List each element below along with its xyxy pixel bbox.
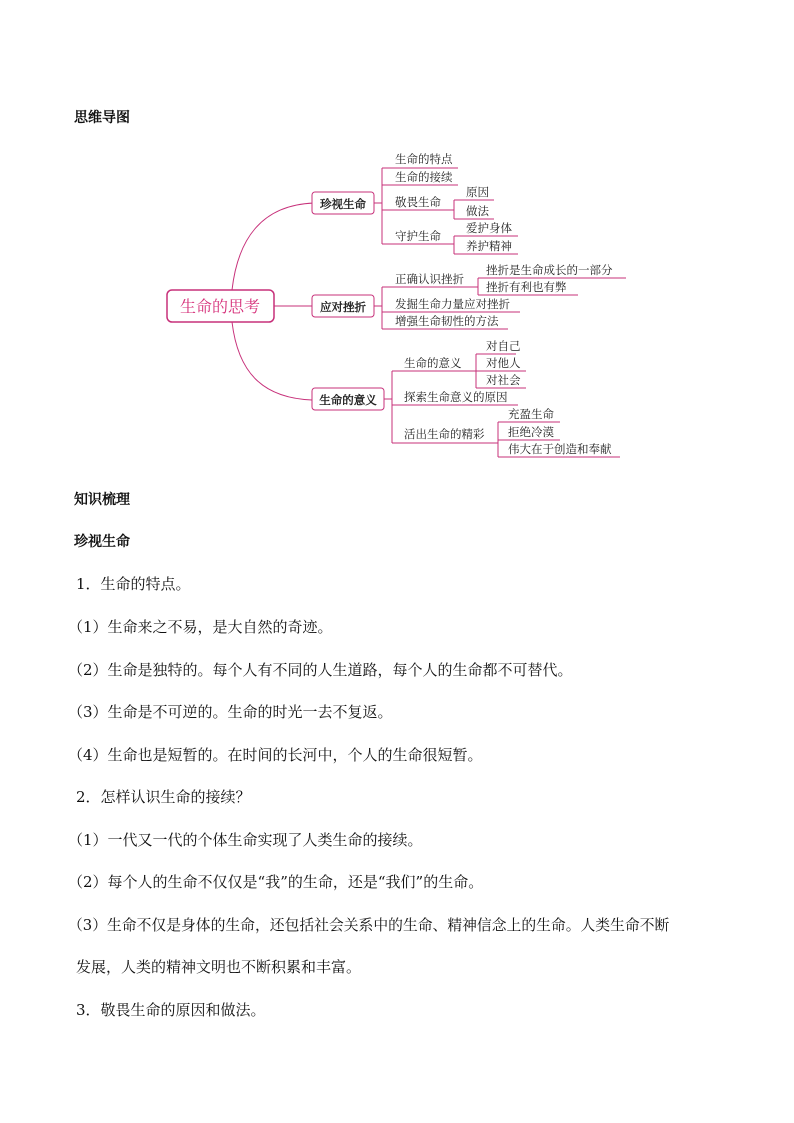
paragraph: （1）生命来之不易，是大自然的奇迹。	[68, 618, 333, 636]
section-title-knowledge: 知识梳理	[74, 492, 130, 508]
connector-line	[374, 168, 382, 244]
paragraph: （3）生命不仅是身体的生命，还包括社会关系中的生命、精神信念上的生命。人类生命不断	[68, 917, 670, 934]
mindmap-node: 正确认识挫折	[395, 272, 464, 286]
mindmap-branch-3: 生命的意义	[319, 393, 377, 407]
question-1: 1．生命的特点。	[76, 575, 191, 593]
mindmap-node: 养护精神	[466, 239, 512, 253]
mindmap-node: 生命的意义	[404, 356, 462, 370]
mindmap-node: 守护生命	[395, 229, 441, 243]
question-3: 3．敬畏生命的原因和做法。	[76, 1001, 266, 1019]
mindmap-node: 活出生命的精彩	[404, 427, 485, 441]
paragraph: （4）生命也是短暂的。在时间的长河中，个人的生命很短暂。	[68, 746, 483, 764]
mindmap-node: 爱护身体	[466, 221, 512, 235]
mindmap-node: 对自己	[486, 339, 521, 353]
mindmap-node: 生命的接续	[395, 170, 453, 184]
mindmap-node: 敬畏生命	[395, 195, 441, 209]
connector-line	[232, 322, 312, 400]
mindmap-root: 生命的思考	[179, 297, 261, 316]
paragraph: （3）生命是不可逆的。生命的时光一去不复返。	[68, 703, 393, 721]
mindmap-node: 对社会	[486, 373, 521, 387]
mindmap-node: 伟大在于创造和奉献	[508, 442, 612, 456]
mindmap-node: 对他人	[486, 356, 521, 370]
mindmap-node: 增强生命韧性的方法	[395, 314, 499, 328]
paragraph: （2）每个人的生命不仅仅是“我”的生命，还是“我们”的生命。	[68, 873, 484, 891]
connector-line	[374, 287, 382, 329]
mindmap-branch-1: 珍视生命	[320, 197, 366, 211]
mindmap-node: 生命的特点	[395, 152, 453, 166]
connector-line	[384, 371, 392, 443]
mindmap-node: 挫折有利也有弊	[486, 280, 567, 294]
paragraph: （1）一代又一代的个体生命实现了人类生命的接续。	[68, 831, 423, 849]
paragraph: （2）生命是独特的。每个人有不同的人生道路，每个人的生命都不可替代。	[68, 661, 573, 679]
mindmap-node: 探索生命意义的原因	[404, 390, 508, 404]
mind-map	[0, 140, 794, 470]
mindmap-node: 拒绝冷漠	[508, 425, 554, 439]
paragraph-continuation: 发展，人类的精神文明也不断积累和丰富。	[76, 958, 362, 976]
mindmap-node: 做法	[466, 204, 489, 218]
sub-section-title: 珍视生命	[74, 534, 130, 550]
mindmap-branch-2: 应对挫折	[320, 300, 366, 314]
question-2: 2．怎样认识生命的接续？	[76, 788, 251, 806]
mindmap-node: 发掘生命力量应对挫折	[395, 297, 510, 311]
mindmap-node: 原因	[466, 185, 489, 199]
mindmap-node: 挫折是生命成长的一部分	[486, 263, 613, 277]
section-title-mindmap: 思维导图	[74, 110, 130, 126]
connector-line	[232, 203, 314, 290]
mindmap-node: 充盈生命	[508, 407, 554, 421]
